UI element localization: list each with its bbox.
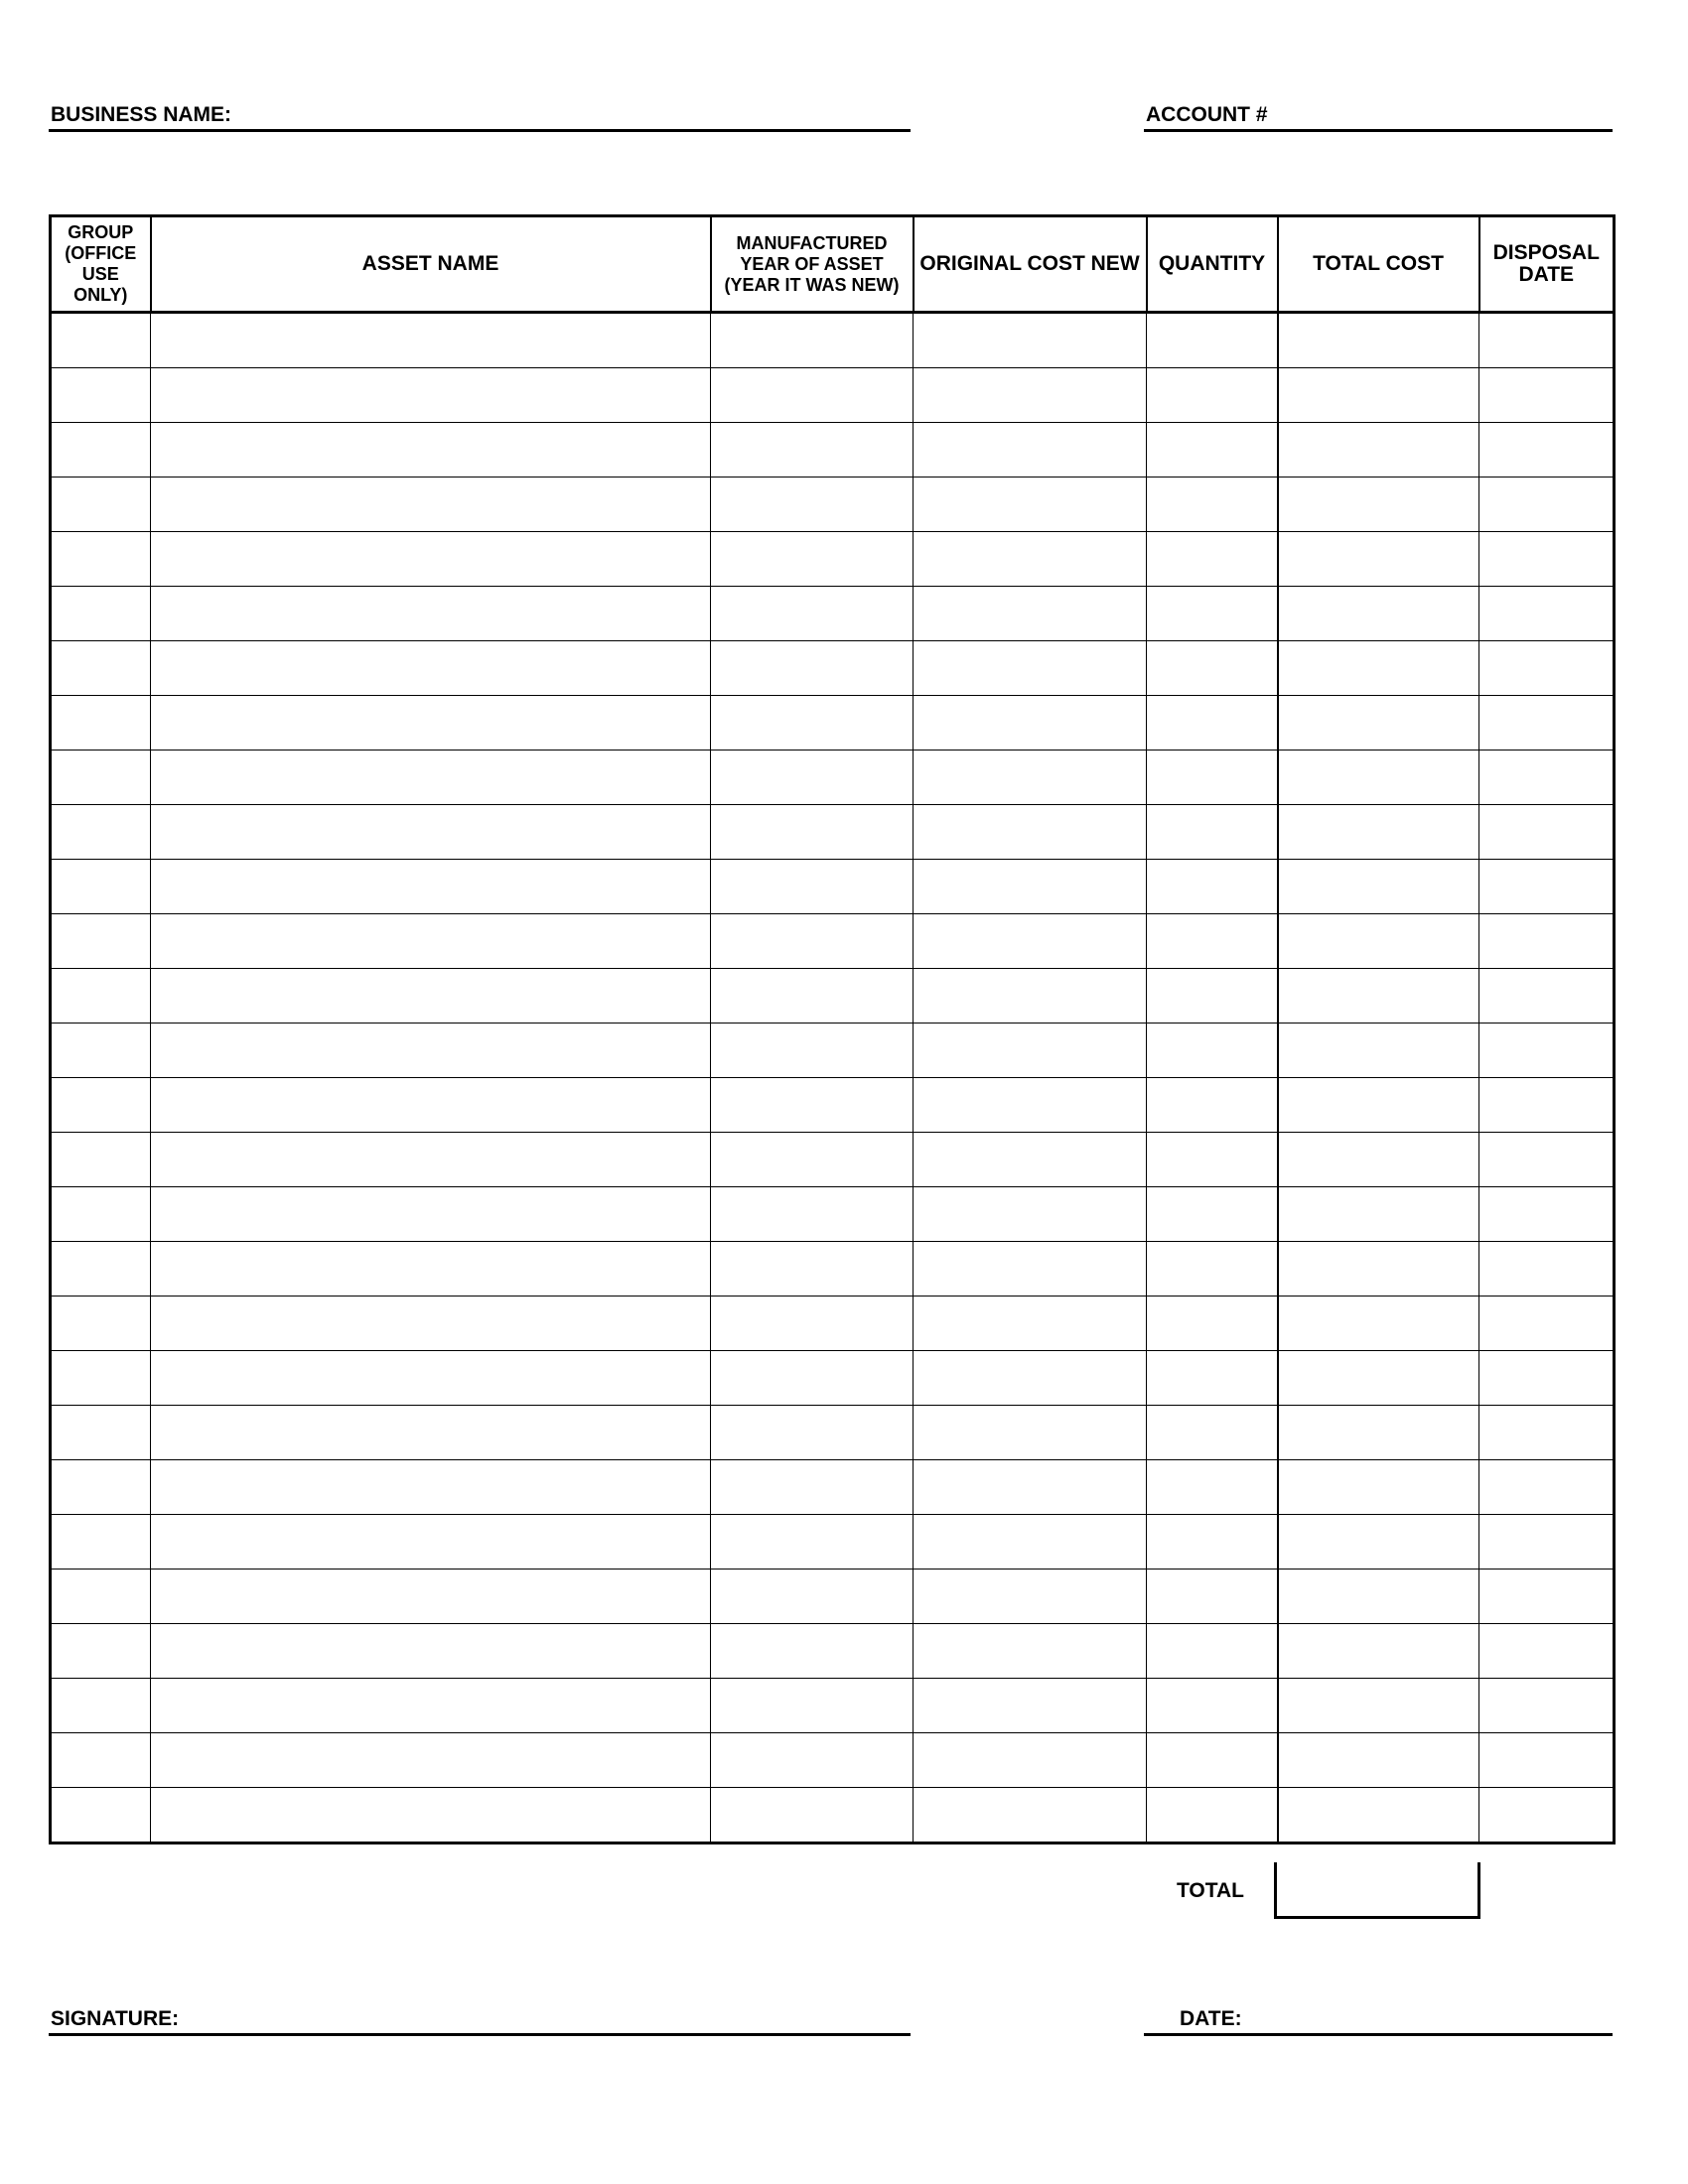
cell-manufactured-year[interactable] [711, 1297, 914, 1351]
signature-input[interactable] [184, 2003, 912, 2033]
column-header-original-cost-new: ORIGINAL COST NEW [914, 216, 1147, 313]
cell-group [51, 313, 151, 368]
cell-original-cost-new[interactable] [914, 1570, 1147, 1624]
cell-total-cost[interactable] [1278, 1570, 1479, 1624]
cell-group [51, 1406, 151, 1460]
cell-quantity[interactable] [1147, 641, 1278, 696]
cell-group [51, 1078, 151, 1133]
column-header-manufactured-year: MANUFACTURED YEAR OF ASSET (YEAR IT WAS NEW) [711, 216, 914, 313]
cell-asset-name[interactable] [151, 1351, 711, 1406]
cell-asset-name[interactable] [151, 914, 711, 969]
cell-original-cost-new[interactable] [914, 1242, 1147, 1297]
cell-original-cost-new[interactable] [914, 860, 1147, 914]
cell-manufactured-year[interactable] [711, 1078, 914, 1133]
cell-quantity[interactable] [1147, 914, 1278, 969]
cell-original-cost-new[interactable] [914, 532, 1147, 587]
cell-disposal-date[interactable] [1479, 1733, 1615, 1788]
cell-asset-name[interactable] [151, 1078, 711, 1133]
cell-asset-name[interactable] [151, 1679, 711, 1733]
cell-original-cost-new[interactable] [914, 1024, 1147, 1078]
cell-quantity[interactable] [1147, 1297, 1278, 1351]
cell-quantity[interactable] [1147, 368, 1278, 423]
table-row [51, 641, 1615, 696]
table-row [51, 587, 1615, 641]
table-row [51, 1351, 1615, 1406]
cell-original-cost-new[interactable] [914, 914, 1147, 969]
table-row [51, 914, 1615, 969]
cell-manufactured-year[interactable] [711, 532, 914, 587]
cell-disposal-date[interactable] [1479, 1187, 1615, 1242]
cell-group [51, 1570, 151, 1624]
cell-asset-name[interactable] [151, 751, 711, 805]
cell-group [51, 1187, 151, 1242]
cell-manufactured-year[interactable] [711, 423, 914, 478]
cell-manufactured-year[interactable] [711, 313, 914, 368]
table-row [51, 1297, 1615, 1351]
column-header-total-cost: TOTAL COST [1278, 216, 1479, 313]
column-header-asset-name: ASSET NAME [151, 216, 711, 313]
cell-total-cost[interactable] [1278, 1297, 1479, 1351]
cell-quantity[interactable] [1147, 1024, 1278, 1078]
cell-total-cost[interactable] [1278, 805, 1479, 860]
cell-asset-name[interactable] [151, 805, 711, 860]
cell-total-cost[interactable] [1278, 1788, 1479, 1843]
cell-group [51, 860, 151, 914]
cell-quantity[interactable] [1147, 969, 1278, 1024]
cell-total-cost[interactable] [1278, 313, 1479, 368]
date-line [1144, 2033, 1613, 2036]
cell-quantity[interactable] [1147, 1242, 1278, 1297]
cell-manufactured-year[interactable] [711, 914, 914, 969]
cell-disposal-date[interactable] [1479, 423, 1615, 478]
table-row [51, 368, 1615, 423]
cell-total-cost[interactable] [1278, 696, 1479, 751]
cell-original-cost-new[interactable] [914, 1187, 1147, 1242]
cell-original-cost-new[interactable] [914, 1515, 1147, 1570]
cell-disposal-date[interactable] [1479, 641, 1615, 696]
cell-disposal-date[interactable] [1479, 1297, 1615, 1351]
total-cost-box[interactable] [1274, 1862, 1480, 1919]
cell-disposal-date[interactable] [1479, 1679, 1615, 1733]
cell-original-cost-new[interactable] [914, 1351, 1147, 1406]
cell-group [51, 1024, 151, 1078]
cell-asset-name[interactable] [151, 532, 711, 587]
cell-quantity[interactable] [1147, 1679, 1278, 1733]
cell-asset-name[interactable] [151, 1624, 711, 1679]
cell-disposal-date[interactable] [1479, 696, 1615, 751]
cell-asset-name[interactable] [151, 1187, 711, 1242]
table-row [51, 478, 1615, 532]
cell-manufactured-year[interactable] [711, 641, 914, 696]
cell-total-cost[interactable] [1278, 1242, 1479, 1297]
cell-disposal-date[interactable] [1479, 860, 1615, 914]
cell-disposal-date[interactable] [1479, 1133, 1615, 1187]
table-header-row [51, 216, 1615, 313]
cell-asset-name[interactable] [151, 969, 711, 1024]
cell-total-cost[interactable] [1278, 969, 1479, 1024]
cell-asset-name[interactable] [151, 641, 711, 696]
cell-original-cost-new[interactable] [914, 1788, 1147, 1843]
cell-quantity[interactable] [1147, 587, 1278, 641]
business-name-line [49, 129, 911, 132]
cell-disposal-date[interactable] [1479, 1242, 1615, 1297]
cell-group [51, 1297, 151, 1351]
cell-original-cost-new[interactable] [914, 805, 1147, 860]
cell-group [51, 1460, 151, 1515]
cell-disposal-date[interactable] [1479, 1570, 1615, 1624]
cell-group [51, 969, 151, 1024]
cell-disposal-date[interactable] [1479, 1351, 1615, 1406]
table-row [51, 805, 1615, 860]
cell-total-cost[interactable] [1278, 368, 1479, 423]
cell-asset-name[interactable] [151, 1515, 711, 1570]
cell-asset-name[interactable] [151, 1024, 711, 1078]
table-row [51, 1078, 1615, 1133]
cell-group [51, 805, 151, 860]
cell-disposal-date[interactable] [1479, 313, 1615, 368]
cell-quantity[interactable] [1147, 1406, 1278, 1460]
cell-group [51, 641, 151, 696]
cell-original-cost-new[interactable] [914, 423, 1147, 478]
cell-total-cost[interactable] [1278, 914, 1479, 969]
cell-quantity[interactable] [1147, 1133, 1278, 1187]
cell-original-cost-new[interactable] [914, 1624, 1147, 1679]
cell-total-cost[interactable] [1278, 1187, 1479, 1242]
cell-group [51, 696, 151, 751]
column-header-disposal-date: DISPOSAL DATE [1479, 216, 1615, 313]
account-number-line [1144, 129, 1613, 132]
cell-disposal-date[interactable] [1479, 1624, 1615, 1679]
table-row [51, 532, 1615, 587]
date-input[interactable] [1251, 2003, 1617, 2033]
cell-group [51, 423, 151, 478]
cell-manufactured-year[interactable] [711, 1679, 914, 1733]
cell-original-cost-new[interactable] [914, 1679, 1147, 1733]
cell-original-cost-new[interactable] [914, 1078, 1147, 1133]
cell-original-cost-new[interactable] [914, 313, 1147, 368]
table-row [51, 860, 1615, 914]
cell-quantity[interactable] [1147, 1733, 1278, 1788]
cell-manufactured-year[interactable] [711, 1133, 914, 1187]
cell-manufactured-year[interactable] [711, 1570, 914, 1624]
signature-line [49, 2033, 911, 2036]
cell-disposal-date[interactable] [1479, 751, 1615, 805]
cell-quantity[interactable] [1147, 751, 1278, 805]
cell-total-cost[interactable] [1278, 1460, 1479, 1515]
cell-original-cost-new[interactable] [914, 1733, 1147, 1788]
table-row [51, 1406, 1615, 1460]
cell-manufactured-year[interactable] [711, 1406, 914, 1460]
table-row [51, 1242, 1615, 1297]
cell-quantity[interactable] [1147, 1351, 1278, 1406]
cell-total-cost[interactable] [1278, 587, 1479, 641]
cell-original-cost-new[interactable] [914, 1406, 1147, 1460]
cell-total-cost[interactable] [1278, 1024, 1479, 1078]
cell-disposal-date[interactable] [1479, 478, 1615, 532]
cell-manufactured-year[interactable] [711, 805, 914, 860]
table-row [51, 696, 1615, 751]
cell-group [51, 1242, 151, 1297]
account-number-input[interactable] [1271, 99, 1617, 129]
cell-asset-name[interactable] [151, 860, 711, 914]
cell-group [51, 368, 151, 423]
cell-manufactured-year[interactable] [711, 696, 914, 751]
asset-rows [51, 313, 1615, 1843]
cell-asset-name[interactable] [151, 313, 711, 368]
cell-original-cost-new[interactable] [914, 696, 1147, 751]
cell-group [51, 1515, 151, 1570]
cell-quantity[interactable] [1147, 478, 1278, 532]
cell-original-cost-new[interactable] [914, 641, 1147, 696]
cell-quantity[interactable] [1147, 1788, 1278, 1843]
cell-asset-name[interactable] [151, 1297, 711, 1351]
cell-asset-name[interactable] [151, 1733, 711, 1788]
cell-asset-name[interactable] [151, 1133, 711, 1187]
cell-disposal-date[interactable] [1479, 1515, 1615, 1570]
cell-disposal-date[interactable] [1479, 914, 1615, 969]
cell-manufactured-year[interactable] [711, 1460, 914, 1515]
cell-manufactured-year[interactable] [711, 587, 914, 641]
cell-disposal-date[interactable] [1479, 805, 1615, 860]
total-label: TOTAL [1176, 1879, 1245, 1902]
cell-manufactured-year[interactable] [711, 1515, 914, 1570]
cell-quantity[interactable] [1147, 1078, 1278, 1133]
asset-table [49, 214, 1616, 1844]
cell-total-cost[interactable] [1278, 478, 1479, 532]
cell-quantity[interactable] [1147, 423, 1278, 478]
cell-quantity[interactable] [1147, 860, 1278, 914]
cell-manufactured-year[interactable] [711, 478, 914, 532]
cell-total-cost[interactable] [1278, 1679, 1479, 1733]
cell-total-cost[interactable] [1278, 1406, 1479, 1460]
account-number-label: ACCOUNT # [1146, 103, 1268, 126]
cell-asset-name[interactable] [151, 1406, 711, 1460]
cell-group [51, 1351, 151, 1406]
business-name-label: BUSINESS NAME: [51, 103, 232, 126]
cell-disposal-date[interactable] [1479, 532, 1615, 587]
cell-total-cost[interactable] [1278, 1351, 1479, 1406]
cell-asset-name[interactable] [151, 1788, 711, 1843]
cell-quantity[interactable] [1147, 1187, 1278, 1242]
cell-asset-name[interactable] [151, 1242, 711, 1297]
table-row [51, 423, 1615, 478]
signature-label: SIGNATURE: [51, 2007, 180, 2030]
cell-original-cost-new[interactable] [914, 478, 1147, 532]
cell-total-cost[interactable] [1278, 532, 1479, 587]
cell-quantity[interactable] [1147, 313, 1278, 368]
cell-quantity[interactable] [1147, 696, 1278, 751]
cell-original-cost-new[interactable] [914, 368, 1147, 423]
cell-manufactured-year[interactable] [711, 1242, 914, 1297]
cell-manufactured-year[interactable] [711, 368, 914, 423]
cell-original-cost-new[interactable] [914, 1460, 1147, 1515]
cell-original-cost-new[interactable] [914, 969, 1147, 1024]
cell-manufactured-year[interactable] [711, 1733, 914, 1788]
cell-quantity[interactable] [1147, 1460, 1278, 1515]
cell-total-cost[interactable] [1278, 1624, 1479, 1679]
cell-group [51, 1624, 151, 1679]
cell-disposal-date[interactable] [1479, 1078, 1615, 1133]
cell-asset-name[interactable] [151, 1460, 711, 1515]
table-row [51, 1679, 1615, 1733]
cell-total-cost[interactable] [1278, 860, 1479, 914]
cell-original-cost-new[interactable] [914, 751, 1147, 805]
cell-quantity[interactable] [1147, 532, 1278, 587]
cell-disposal-date[interactable] [1479, 587, 1615, 641]
cell-manufactured-year[interactable] [711, 1187, 914, 1242]
cell-quantity[interactable] [1147, 1624, 1278, 1679]
cell-original-cost-new[interactable] [914, 1133, 1147, 1187]
cell-group [51, 1733, 151, 1788]
cell-asset-name[interactable] [151, 423, 711, 478]
cell-group [51, 532, 151, 587]
table-row [51, 1460, 1615, 1515]
cell-original-cost-new[interactable] [914, 587, 1147, 641]
table-row [51, 1788, 1615, 1843]
table-row [51, 313, 1615, 368]
cell-group [51, 1788, 151, 1843]
cell-group [51, 1133, 151, 1187]
cell-manufactured-year[interactable] [711, 1624, 914, 1679]
cell-quantity[interactable] [1147, 1515, 1278, 1570]
cell-group [51, 478, 151, 532]
cell-disposal-date[interactable] [1479, 1024, 1615, 1078]
cell-group [51, 751, 151, 805]
cell-disposal-date[interactable] [1479, 969, 1615, 1024]
cell-manufactured-year[interactable] [711, 751, 914, 805]
cell-asset-name[interactable] [151, 587, 711, 641]
cell-asset-name[interactable] [151, 368, 711, 423]
cell-manufactured-year[interactable] [711, 1788, 914, 1843]
cell-group [51, 914, 151, 969]
table-row [51, 751, 1615, 805]
cell-manufactured-year[interactable] [711, 969, 914, 1024]
cell-quantity[interactable] [1147, 1570, 1278, 1624]
cell-total-cost[interactable] [1278, 423, 1479, 478]
cell-group [51, 1679, 151, 1733]
table-row [51, 1187, 1615, 1242]
cell-disposal-date[interactable] [1479, 1788, 1615, 1843]
cell-total-cost[interactable] [1278, 641, 1479, 696]
cell-total-cost[interactable] [1278, 1515, 1479, 1570]
cell-total-cost[interactable] [1278, 751, 1479, 805]
cell-disposal-date[interactable] [1479, 1460, 1615, 1515]
cell-manufactured-year[interactable] [711, 860, 914, 914]
cell-total-cost[interactable] [1278, 1078, 1479, 1133]
column-header-quantity: QUANTITY [1147, 216, 1278, 313]
cell-disposal-date[interactable] [1479, 368, 1615, 423]
cell-manufactured-year[interactable] [711, 1351, 914, 1406]
cell-quantity[interactable] [1147, 805, 1278, 860]
table-row [51, 1624, 1615, 1679]
column-header-group: GROUP (OFFICE USE ONLY) [51, 216, 151, 313]
cell-manufactured-year[interactable] [711, 1024, 914, 1078]
table-row [51, 1024, 1615, 1078]
table-row [51, 1515, 1615, 1570]
cell-asset-name[interactable] [151, 1570, 711, 1624]
business-name-input[interactable] [230, 99, 914, 129]
table-row [51, 1570, 1615, 1624]
date-label: DATE: [1180, 2007, 1242, 2030]
table-row [51, 1733, 1615, 1788]
cell-group [51, 587, 151, 641]
table-row [51, 1133, 1615, 1187]
cell-asset-name[interactable] [151, 478, 711, 532]
cell-total-cost[interactable] [1278, 1133, 1479, 1187]
cell-total-cost[interactable] [1278, 1733, 1479, 1788]
cell-original-cost-new[interactable] [914, 1297, 1147, 1351]
cell-asset-name[interactable] [151, 696, 711, 751]
table-row [51, 969, 1615, 1024]
cell-disposal-date[interactable] [1479, 1406, 1615, 1460]
